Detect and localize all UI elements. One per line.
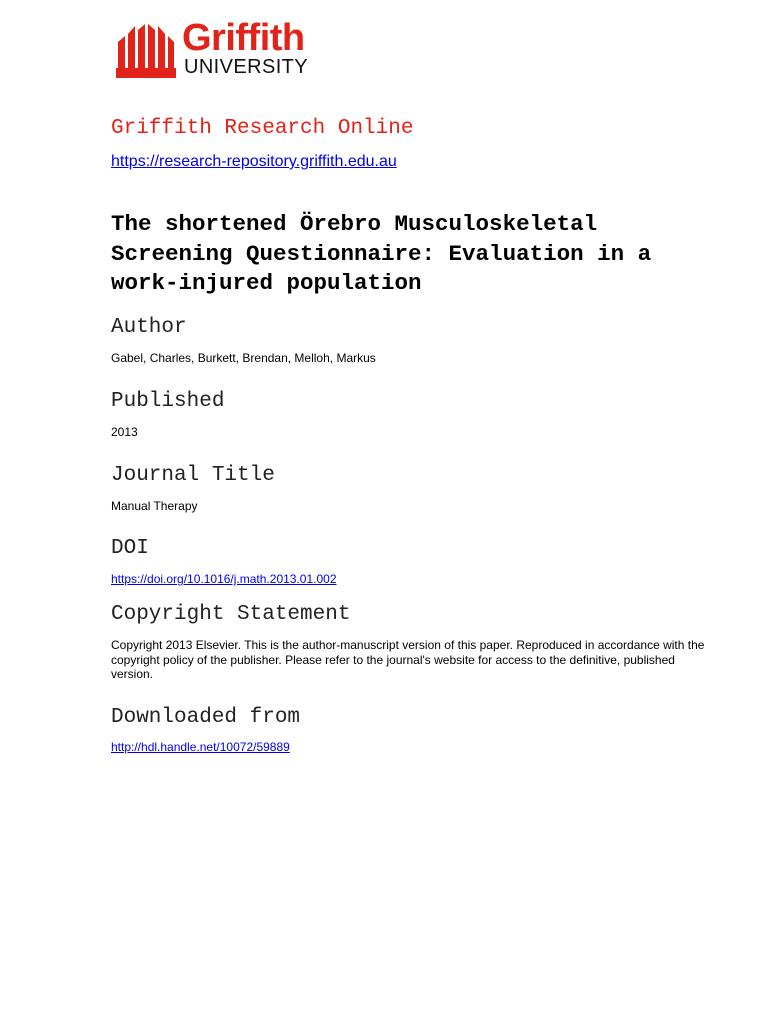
- griffith-university-logo: [116, 17, 346, 80]
- repository-title: Griffith Research Online: [111, 117, 414, 140]
- copyright-statement: Copyright 2013 Elsevier. This is the author-manuscript version of this paper. Reproduced in accordance with the copyright policy of the publisher. Please refer to the journal's website for access to the definitive, published version.: [111, 638, 705, 681]
- griffith-logo-mark-icon: [116, 24, 176, 78]
- author-heading: Author: [111, 316, 187, 339]
- downloaded-from-heading: Downloaded from: [111, 706, 301, 729]
- logo-subtitle: UNIVERSITY: [184, 56, 309, 78]
- doi-heading: DOI: [111, 537, 149, 560]
- journal-title-heading: Journal Title: [111, 464, 275, 487]
- repository-link[interactable]: https://research-repository.griffith.edu.au: [111, 153, 397, 170]
- published-heading: Published: [111, 390, 225, 413]
- handle-link[interactable]: http://hdl.handle.net/10072/59889: [111, 740, 290, 754]
- paper-title: The shortened Örebro Musculoskeletal Screening Questionnaire: Evaluation in a work-injured population: [111, 211, 652, 296]
- journal-title-value: Manual Therapy: [111, 499, 198, 513]
- published-value: 2013: [111, 425, 138, 439]
- doi-link[interactable]: https://doi.org/10.1016/j.math.2013.01.002: [111, 572, 337, 586]
- logo-name: Griffith: [182, 17, 305, 59]
- author-value: Gabel, Charles, Burkett, Brendan, Melloh, Markus: [111, 351, 376, 365]
- copyright-heading: Copyright Statement: [111, 603, 351, 626]
